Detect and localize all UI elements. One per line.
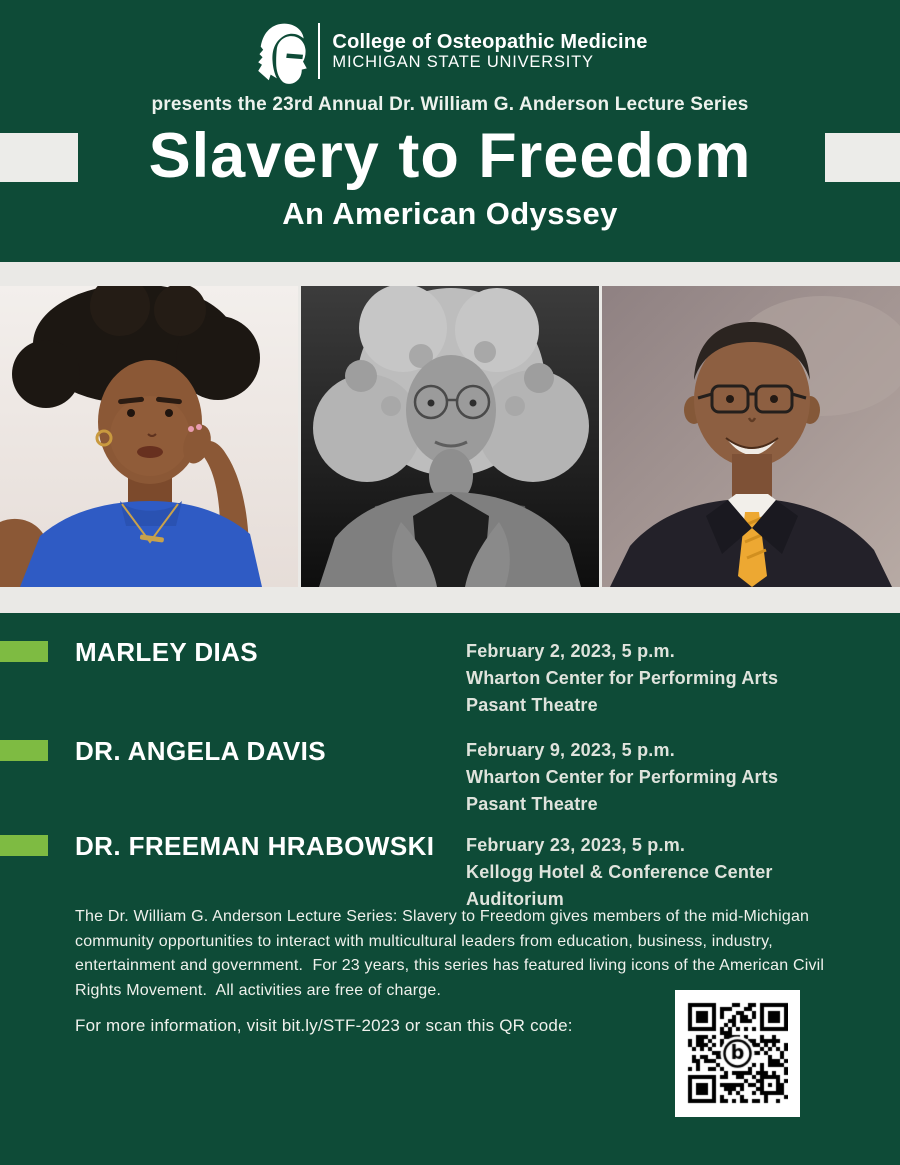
university-name: MICHIGAN STATE UNIVERSITY bbox=[332, 52, 594, 71]
speaker-row bbox=[0, 736, 900, 825]
event-venue: Kellogg Hotel & Conference Center bbox=[466, 862, 773, 882]
event-room: Auditorium bbox=[466, 889, 564, 909]
photo-strip bbox=[0, 262, 900, 613]
speaker-details bbox=[466, 737, 866, 818]
qr-code-canvas bbox=[687, 1002, 788, 1105]
more-info-line: For more information, visit bit.ly/STF-2023 or scan this QR code: bbox=[75, 1016, 573, 1035]
photo-marley-dias bbox=[0, 286, 298, 587]
accent-bar bbox=[0, 835, 48, 856]
logo-divider bbox=[318, 23, 320, 79]
msu-logo-lockup bbox=[0, 18, 900, 84]
event-venue: Wharton Center for Performing Arts bbox=[466, 668, 779, 688]
speakers-list bbox=[0, 637, 900, 931]
event-date: February 23, 2023, 5 p.m. bbox=[466, 835, 686, 855]
event-room: Pasant Theatre bbox=[466, 794, 598, 814]
speaker-name: MARLEY DIAS bbox=[75, 637, 259, 667]
photo-angela-davis bbox=[301, 286, 599, 587]
accent-bar bbox=[0, 740, 48, 761]
accent-bar bbox=[0, 641, 48, 662]
speaker-name: DR. FREEMAN HRABOWSKI bbox=[75, 831, 435, 861]
event-date: February 2, 2023, 5 p.m. bbox=[466, 641, 675, 661]
presents-line: presents the 23rd Annual Dr. William G. Anderson Lecture Series bbox=[151, 94, 749, 115]
speaker-row bbox=[0, 637, 900, 730]
speaker-details bbox=[466, 832, 866, 913]
photo-freeman-hrabowski bbox=[602, 286, 900, 587]
speaker-name: DR. ANGELA DAVIS bbox=[75, 736, 327, 766]
poster-subtitle: An American Odyssey bbox=[282, 196, 618, 231]
event-date: February 9, 2023, 5 p.m. bbox=[466, 740, 675, 760]
event-room: Pasant Theatre bbox=[466, 695, 598, 715]
qr-code bbox=[675, 990, 800, 1117]
college-name: College of Osteopathic Medicine bbox=[332, 30, 648, 53]
speaker-details bbox=[466, 638, 866, 719]
about-paragraph: The Dr. William G. Anderson Lecture Series: Slavery to Freedom gives members of the mid-Michigan community opportunities to interact with multicultural leaders from education, business, industry, entertainment and government. For 23 years, this series has featured living icons of the American Civil Rights Movement. All activities are free of charge. bbox=[75, 908, 829, 999]
header-band bbox=[0, 0, 900, 262]
poster-title: Slavery to Freedom bbox=[148, 121, 752, 191]
event-venue: Wharton Center for Performing Arts bbox=[466, 767, 779, 787]
details-band bbox=[0, 613, 900, 1165]
msu-spartan-helmet-icon bbox=[252, 18, 308, 84]
